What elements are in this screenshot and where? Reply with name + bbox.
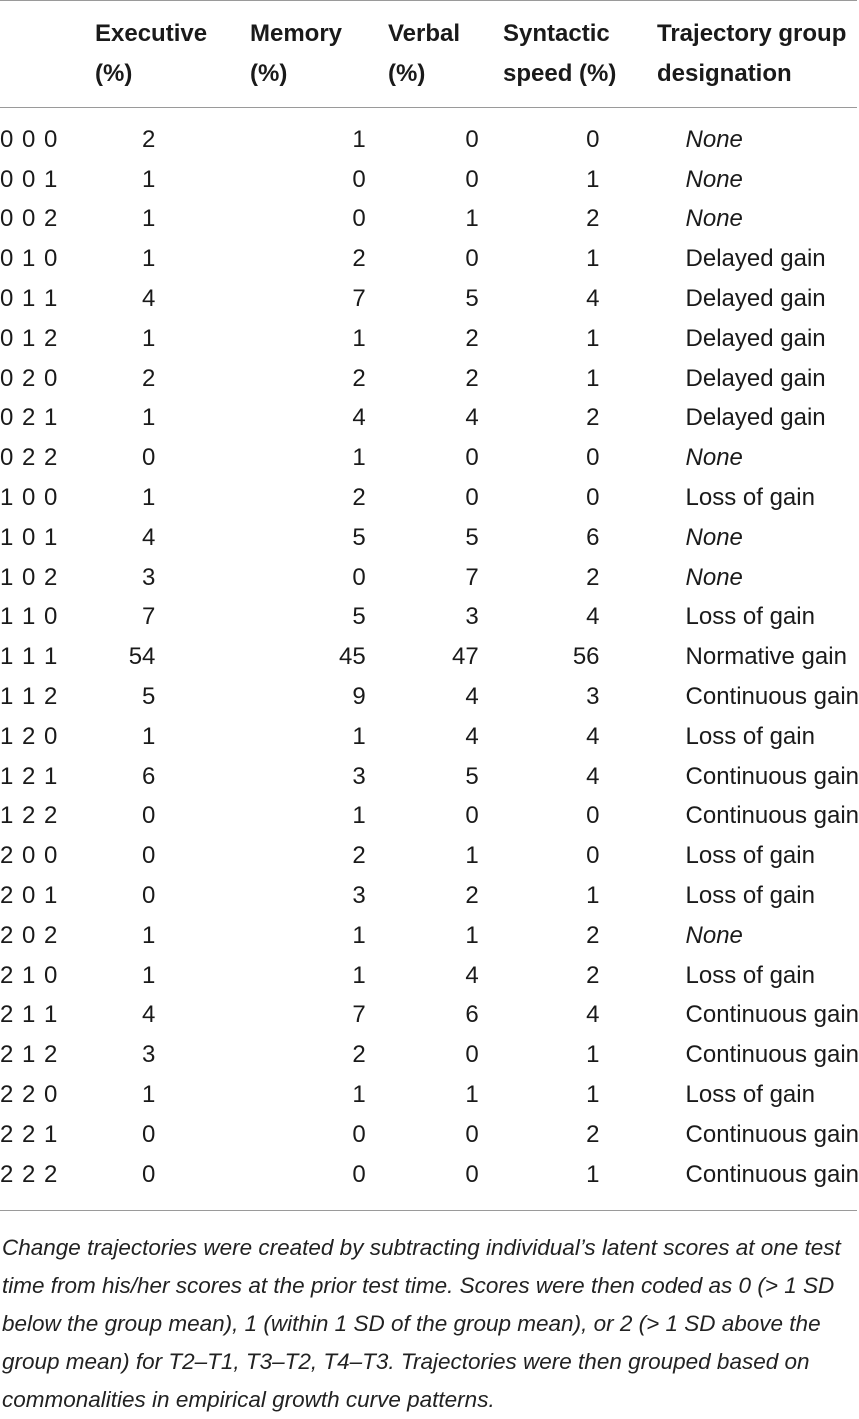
syntactic-speed-cell: 4 xyxy=(586,1001,600,1029)
memory-cell: 2 xyxy=(352,1041,366,1069)
trajectory-code-cell: 0 1 2 xyxy=(0,324,59,352)
table-row xyxy=(0,359,859,399)
memory-cell: 1 xyxy=(352,921,366,949)
trajectory-code-cell: 1 1 2 xyxy=(0,683,59,711)
executive-cell: 1 xyxy=(142,961,156,989)
table-row xyxy=(0,677,859,717)
table-row xyxy=(0,996,859,1036)
memory-cell: 2 xyxy=(352,364,366,392)
table-row xyxy=(0,757,859,797)
trajectory-group-cell: Delayed gain xyxy=(685,324,826,352)
memory-cell: 5 xyxy=(352,523,366,551)
executive-cell: 4 xyxy=(142,285,156,313)
trajectory-code-cell: 2 2 0 xyxy=(0,1081,59,1109)
syntactic-speed-cell: 3 xyxy=(586,683,600,711)
trajectory-code-cell: 0 1 1 xyxy=(0,285,59,313)
executive-cell: 1 xyxy=(142,404,156,432)
trajectory-group-cell: None xyxy=(685,125,743,153)
memory-cell: 7 xyxy=(352,285,366,313)
executive-cell: 2 xyxy=(142,125,156,153)
trajectory-group-cell: Loss of gain xyxy=(685,842,815,870)
syntactic-speed-cell: 2 xyxy=(586,1120,600,1148)
syntactic-speed-cell: 2 xyxy=(586,921,600,949)
verbal-cell: 0 xyxy=(465,165,479,193)
verbal-cell: 1 xyxy=(465,842,479,870)
table-footnote: Change trajectories were created by subtracting individual’s latent scores at one test time from his/her scores at the prior test time. Scores were then coded as 0 (> 1 SD below the group mean), 1 (within 1 SD of the group mean), or 2 (> 1 SD above the group mean) for T2–T1, T3–T2, T4–T3. Trajectories were then grouped based on commonalities in empirical growth curve patterns. xyxy=(2,1235,841,1412)
executive-cell: 1 xyxy=(142,1081,156,1109)
table-row xyxy=(0,478,859,518)
verbal-cell: 0 xyxy=(465,1160,479,1188)
verbal-cell: 4 xyxy=(465,404,479,432)
header-executive: Executive (%) xyxy=(95,20,208,87)
executive-cell: 1 xyxy=(142,324,156,352)
executive-cell: 4 xyxy=(142,523,156,551)
verbal-cell: 0 xyxy=(465,1041,479,1069)
syntactic-speed-cell: 2 xyxy=(586,205,600,233)
memory-cell: 0 xyxy=(352,563,366,591)
header-verbal: Verbal (%) xyxy=(388,20,461,87)
trajectory-group-cell: Continuous gain xyxy=(685,1001,859,1029)
trajectory-code-cell: 0 0 0 xyxy=(0,125,59,153)
top-rule xyxy=(0,0,857,1)
memory-cell: 0 xyxy=(352,1120,366,1148)
table-row xyxy=(0,876,859,916)
trajectory-group-cell: Continuous gain xyxy=(685,1120,859,1148)
trajectory-code-cell: 1 2 0 xyxy=(0,722,59,750)
table-row xyxy=(0,399,859,439)
header-memory: Memory (%) xyxy=(250,20,343,87)
syntactic-speed-cell: 6 xyxy=(586,523,600,551)
memory-cell: 0 xyxy=(352,165,366,193)
trajectory-code-cell: 2 0 1 xyxy=(0,882,59,910)
syntactic-speed-cell: 1 xyxy=(586,1081,600,1109)
executive-cell: 1 xyxy=(142,205,156,233)
trajectory-code-cell: 1 2 2 xyxy=(0,802,59,830)
verbal-cell: 3 xyxy=(465,603,479,631)
trajectory-group-cell: Loss of gain xyxy=(685,484,815,512)
table-row xyxy=(0,797,859,837)
trajectory-group-cell: Continuous gain xyxy=(685,683,859,711)
bottom-rule xyxy=(0,1210,857,1211)
table-row xyxy=(0,518,859,558)
memory-cell: 1 xyxy=(352,125,366,153)
executive-cell: 0 xyxy=(142,802,156,830)
trajectory-code-cell: 0 0 2 xyxy=(0,205,59,233)
memory-cell: 3 xyxy=(352,882,366,910)
trajectory-code-cell: 2 1 2 xyxy=(0,1041,59,1069)
trajectory-code-cell: 0 2 0 xyxy=(0,364,59,392)
syntactic-speed-cell: 4 xyxy=(586,603,600,631)
trajectory-group-cell: None xyxy=(685,523,743,551)
memory-cell: 3 xyxy=(352,762,366,790)
table-row xyxy=(0,438,859,478)
table-row xyxy=(0,319,859,359)
table-row xyxy=(0,200,859,240)
memory-cell: 1 xyxy=(352,444,366,472)
trajectory-group-cell: Continuous gain xyxy=(685,762,859,790)
trajectory-group-cell: Delayed gain xyxy=(685,285,826,313)
executive-cell: 3 xyxy=(142,563,156,591)
syntactic-speed-cell: 1 xyxy=(586,1041,600,1069)
executive-cell: 7 xyxy=(142,603,156,631)
executive-cell: 4 xyxy=(142,1001,156,1029)
trajectory-code-cell: 0 0 1 xyxy=(0,165,59,193)
table-row xyxy=(0,239,859,279)
verbal-cell: 0 xyxy=(465,245,479,273)
trajectory-code-cell: 1 0 2 xyxy=(0,563,59,591)
trajectory-code-cell: 1 1 0 xyxy=(0,603,59,631)
table-row xyxy=(0,1035,859,1075)
trajectory-code-cell: 1 1 1 xyxy=(0,643,59,671)
trajectory-group-cell: None xyxy=(685,563,743,591)
verbal-cell: 2 xyxy=(465,364,479,392)
memory-cell: 1 xyxy=(352,961,366,989)
trajectory-group-cell: Loss of gain xyxy=(685,1081,815,1109)
syntactic-speed-cell: 4 xyxy=(586,285,600,313)
table-row xyxy=(0,956,859,996)
trajectory-group-cell: None xyxy=(685,921,743,949)
syntactic-speed-cell: 1 xyxy=(586,324,600,352)
executive-cell: 0 xyxy=(142,842,156,870)
verbal-cell: 2 xyxy=(465,324,479,352)
executive-cell: 5 xyxy=(142,683,156,711)
verbal-cell: 5 xyxy=(465,523,479,551)
header-rule xyxy=(0,107,857,108)
verbal-cell: 0 xyxy=(465,125,479,153)
trajectory-group-cell: Continuous gain xyxy=(685,802,859,830)
verbal-cell: 5 xyxy=(465,285,479,313)
table-row xyxy=(0,558,859,598)
header-trajectory-group: Trajectory group designation xyxy=(657,20,847,87)
memory-cell: 0 xyxy=(352,1160,366,1188)
executive-cell: 54 xyxy=(128,643,156,671)
executive-cell: 1 xyxy=(142,245,156,273)
verbal-cell: 1 xyxy=(465,1081,479,1109)
table-row xyxy=(0,1155,859,1195)
table-row xyxy=(0,717,859,757)
memory-cell: 0 xyxy=(352,205,366,233)
trajectory-code-cell: 2 1 1 xyxy=(0,1001,59,1029)
table-row xyxy=(0,279,859,319)
trajectory-group-cell: Loss of gain xyxy=(685,722,815,750)
table-row xyxy=(0,1075,859,1115)
memory-cell: 1 xyxy=(352,722,366,750)
memory-cell: 1 xyxy=(352,1081,366,1109)
executive-cell: 1 xyxy=(142,165,156,193)
trajectory-group-cell: None xyxy=(685,165,743,193)
table-row xyxy=(0,916,859,956)
syntactic-speed-cell: 0 xyxy=(586,125,600,153)
trajectory-group-cell: None xyxy=(685,205,743,233)
memory-cell: 2 xyxy=(352,245,366,273)
executive-cell: 2 xyxy=(142,364,156,392)
memory-cell: 45 xyxy=(339,643,366,671)
trajectory-code-cell: 1 0 1 xyxy=(0,523,59,551)
trajectory-code-cell: 1 0 0 xyxy=(0,484,59,512)
syntactic-speed-cell: 2 xyxy=(586,404,600,432)
trajectory-code-cell: 1 2 1 xyxy=(0,762,59,790)
syntactic-speed-cell: 1 xyxy=(586,165,600,193)
trajectory-code-cell: 2 0 0 xyxy=(0,842,59,870)
table-body xyxy=(0,120,859,1195)
table-row xyxy=(0,637,859,677)
executive-cell: 0 xyxy=(142,882,156,910)
executive-cell: 3 xyxy=(142,1041,156,1069)
header-syntactic-speed: Syntactic speed (%) xyxy=(503,20,617,87)
verbal-cell: 4 xyxy=(465,683,479,711)
syntactic-speed-cell: 0 xyxy=(586,842,600,870)
verbal-cell: 0 xyxy=(465,444,479,472)
syntactic-speed-cell: 4 xyxy=(586,722,600,750)
verbal-cell: 2 xyxy=(465,882,479,910)
memory-cell: 7 xyxy=(352,1001,366,1029)
trajectory-code-cell: 0 1 0 xyxy=(0,245,59,273)
trajectory-group-cell: Loss of gain xyxy=(685,882,815,910)
verbal-cell: 6 xyxy=(465,1001,479,1029)
trajectory-group-cell: Delayed gain xyxy=(685,404,826,432)
verbal-cell: 7 xyxy=(465,563,479,591)
syntactic-speed-cell: 2 xyxy=(586,961,600,989)
memory-cell: 2 xyxy=(352,484,366,512)
syntactic-speed-cell: 56 xyxy=(572,643,600,671)
trajectory-group-cell: Delayed gain xyxy=(685,364,826,392)
trajectory-code-cell: 2 1 0 xyxy=(0,961,59,989)
verbal-cell: 47 xyxy=(451,643,479,671)
executive-cell: 0 xyxy=(142,1160,156,1188)
verbal-cell: 1 xyxy=(465,921,479,949)
syntactic-speed-cell: 4 xyxy=(586,762,600,790)
memory-cell: 4 xyxy=(352,404,366,432)
syntactic-speed-cell: 1 xyxy=(586,245,600,273)
syntactic-speed-cell: 1 xyxy=(586,1160,600,1188)
syntactic-speed-cell: 2 xyxy=(586,563,600,591)
trajectory-code-cell: 2 0 2 xyxy=(0,921,59,949)
verbal-cell: 4 xyxy=(465,961,479,989)
table-row xyxy=(0,598,859,638)
trajectory-group-cell: Loss of gain xyxy=(685,603,815,631)
syntactic-speed-cell: 1 xyxy=(586,364,600,392)
memory-cell: 2 xyxy=(352,842,366,870)
trajectory-code-cell: 2 2 2 xyxy=(0,1160,59,1188)
trajectory-code-cell: 0 2 1 xyxy=(0,404,59,432)
trajectory-code-cell: 2 2 1 xyxy=(0,1120,59,1148)
table-row xyxy=(0,120,859,160)
trajectory-group-cell: Normative gain xyxy=(685,643,847,671)
syntactic-speed-cell: 0 xyxy=(586,444,600,472)
table-row xyxy=(0,1115,859,1155)
memory-cell: 1 xyxy=(352,324,366,352)
verbal-cell: 0 xyxy=(465,1120,479,1148)
executive-cell: 0 xyxy=(142,444,156,472)
memory-cell: 1 xyxy=(352,802,366,830)
syntactic-speed-cell: 1 xyxy=(586,882,600,910)
syntactic-speed-cell: 0 xyxy=(586,802,600,830)
verbal-cell: 5 xyxy=(465,762,479,790)
table-row xyxy=(0,160,859,200)
verbal-cell: 4 xyxy=(465,722,479,750)
executive-cell: 6 xyxy=(142,762,156,790)
verbal-cell: 1 xyxy=(465,205,479,233)
trajectory-group-cell: Delayed gain xyxy=(685,245,826,273)
trajectory-group-cell: Loss of gain xyxy=(685,961,815,989)
verbal-cell: 0 xyxy=(465,802,479,830)
executive-cell: 1 xyxy=(142,722,156,750)
executive-cell: 1 xyxy=(142,921,156,949)
trajectory-group-cell: None xyxy=(685,444,743,472)
data-table xyxy=(0,120,859,1195)
trajectory-group-cell: Continuous gain xyxy=(685,1160,859,1188)
table-row xyxy=(0,836,859,876)
memory-cell: 5 xyxy=(352,603,366,631)
executive-cell: 1 xyxy=(142,484,156,512)
trajectory-code-cell: 0 2 2 xyxy=(0,444,59,472)
syntactic-speed-cell: 0 xyxy=(586,484,600,512)
executive-cell: 0 xyxy=(142,1120,156,1148)
memory-cell: 9 xyxy=(352,683,366,711)
trajectory-group-cell: Continuous gain xyxy=(685,1041,859,1069)
verbal-cell: 0 xyxy=(465,484,479,512)
